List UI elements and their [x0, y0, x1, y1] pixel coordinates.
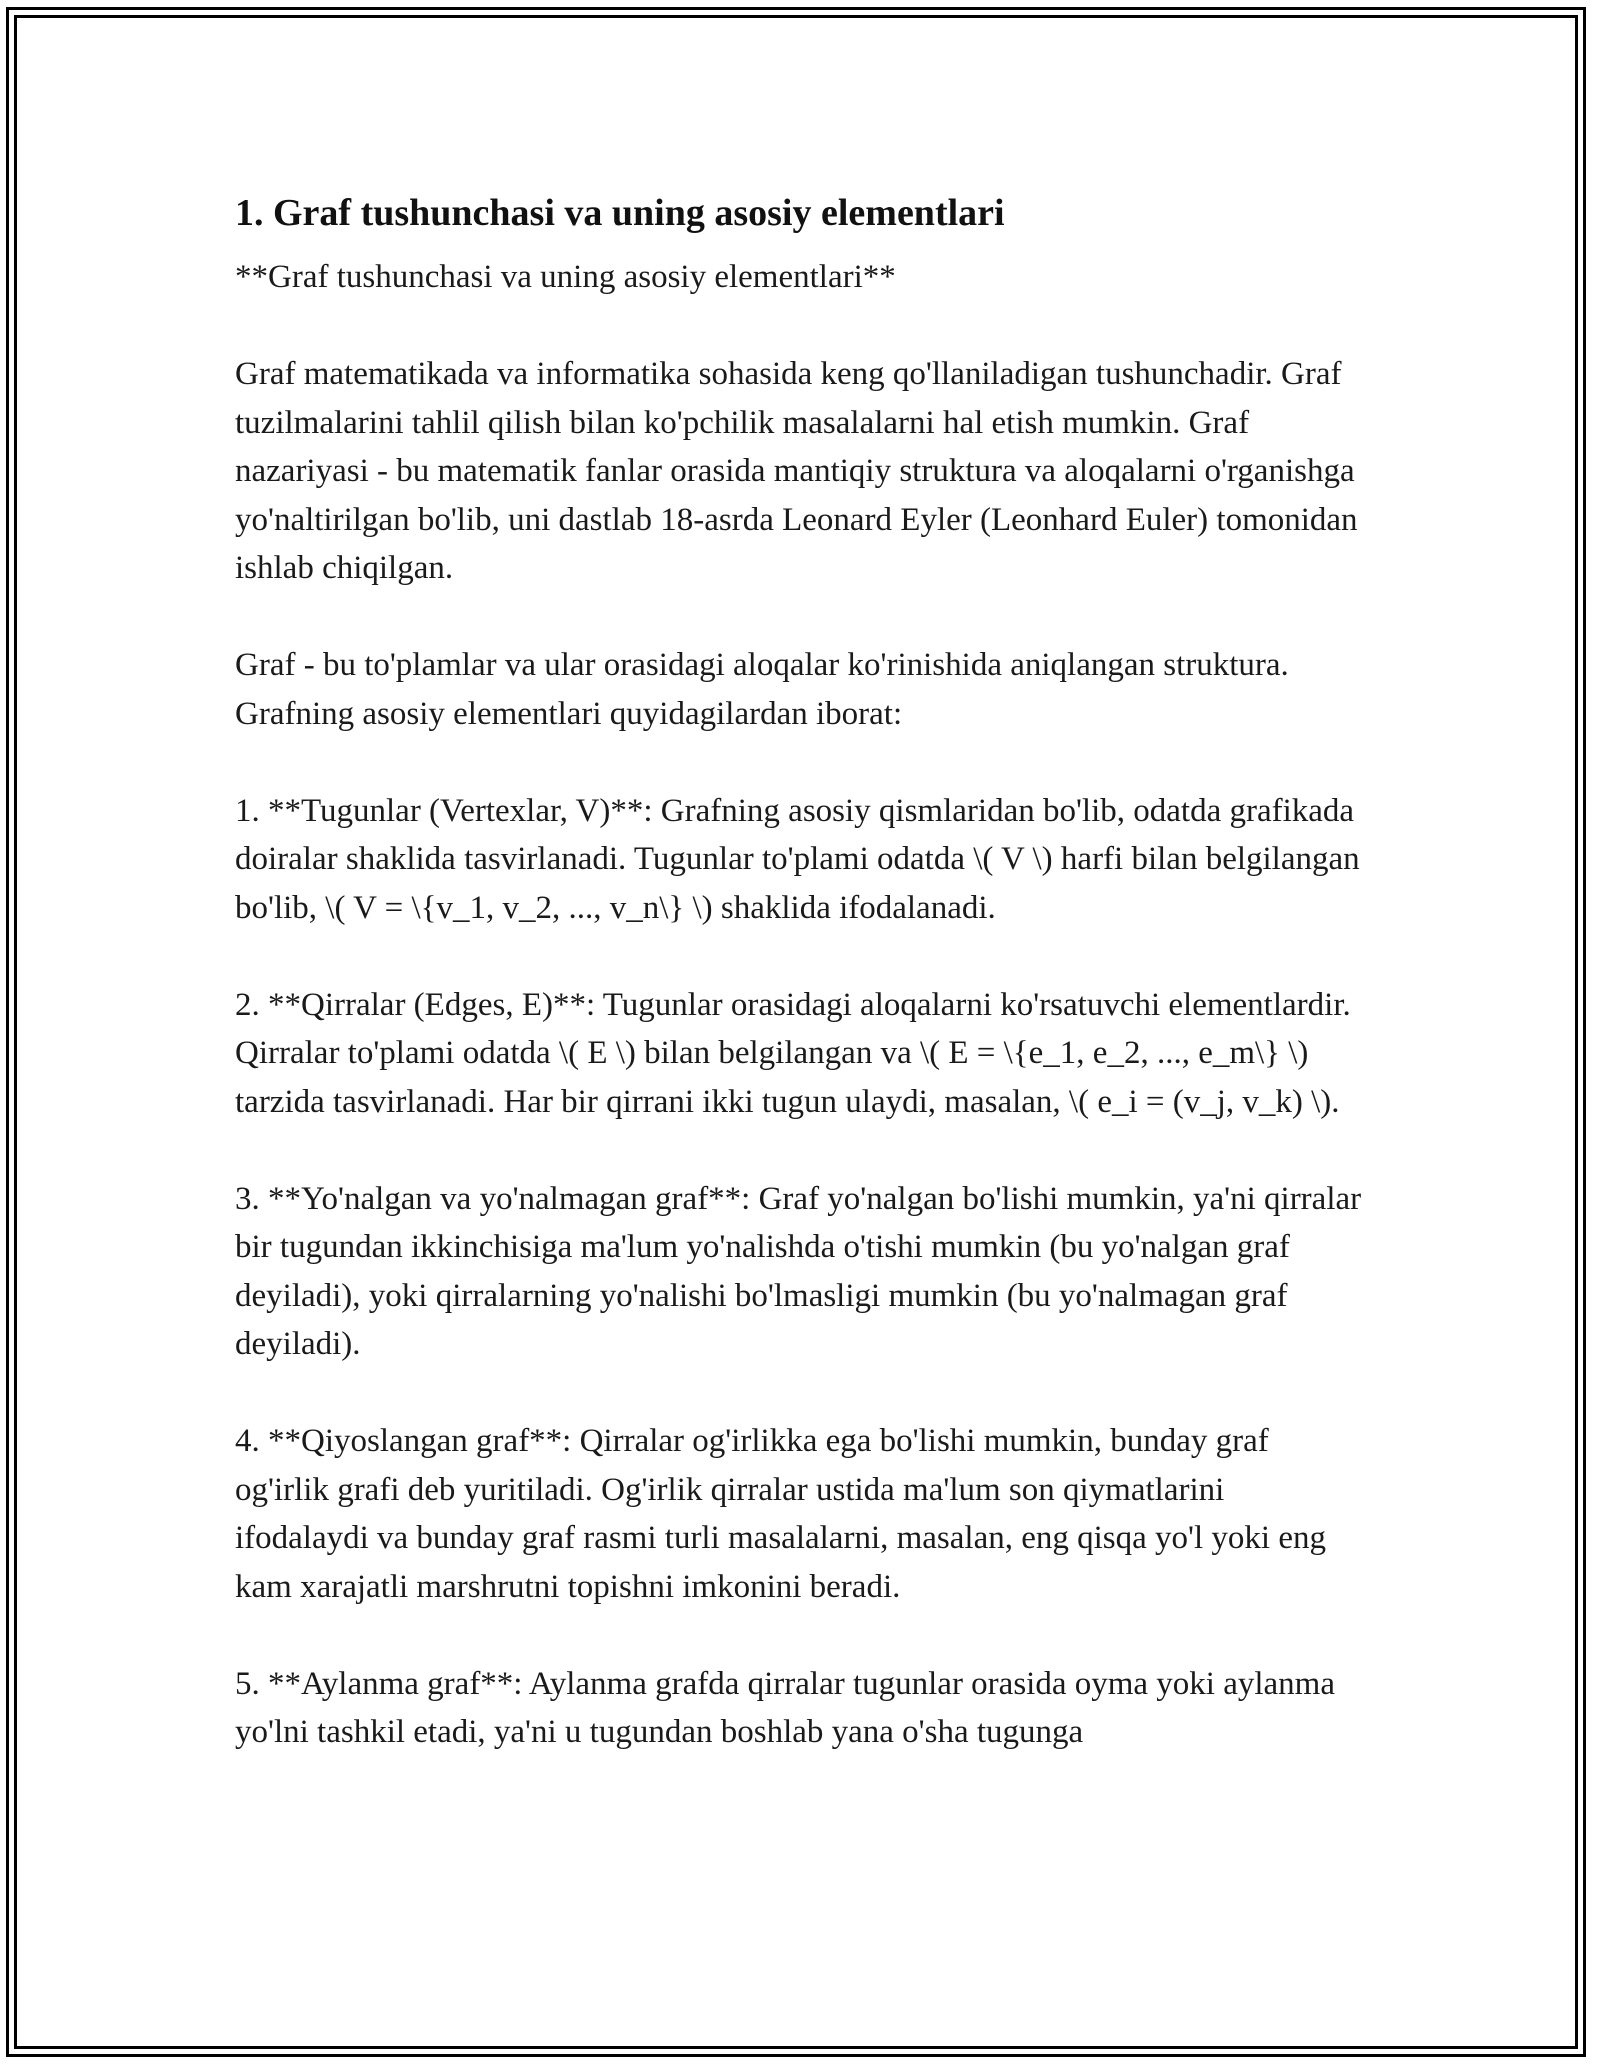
list-item-weighted-graph: 4. **Qiyoslangan graf**: Qirralar og'irlikka ega bo'lishi mumkin, bunday graf og'irlik grafi deb yuritiladi. Og'irlik qirralar ustida ma'lum son qiymatlarini ifodalaydi va bunday graf rasmi turli masalalarni, masalan, eng qisqa yo'l yoki eng kam xarajatli marshrutni topishni imkonini beradi.: [235, 1423, 1326, 1605]
paragraph-definition: Graf - bu to'plamlar va ular orasidagi aloqalar ko'rinishida aniqlangan struktura. Grafning asosiy elementlari quyidagilardan iborat:: [235, 647, 1289, 732]
list-item-cyclic-graph: 5. **Aylanma graf**: Aylanma grafda qirralar tugunlar orasida oyma yoki aylanma yo'lni tashkil etadi, ya'ni u tugundan boshlab yana o'sha tugunga: [235, 1665, 1335, 1750]
document-title: 1. Graf tushunchasi va uning asosiy elementlari: [235, 192, 1005, 234]
document-body: [235, 183, 1365, 1805]
list-item-directed-graph: 3. **Yo'nalgan va yo'nalmagan graf**: Graf yo'nalgan bo'lishi mumkin, ya'ni qirralar bir tugundan ikkinchisiga ma'lum yo'nalishda o'tishi mumkin (bu yo'nalgan graf deyiladi), yoki qirralarning yo'nalishi bo'lmasligi mumkin (bu yo'nalmagan graf deyiladi).: [235, 1180, 1362, 1362]
paragraph-subtitle: **Graf tushunchasi va uning asosiy elementlari**: [235, 259, 896, 295]
list-item-vertices: 1. **Tugunlar (Vertexlar, V)**: Grafning asosiy qismlaridan bo'lib, odatda grafikada doiralar shaklida tasvirlanadi. Tugunlar to'plami odatda \( V \) harfi bilan belgilangan bo'lib, \( V = \{v_1, v_2, ..., v_n\} \) shaklida ifodalanadi.: [235, 792, 1360, 926]
paragraph-intro: Graf matematikada va informatika sohasida keng qo'llaniladigan tushunchadir. Graf tuzilmalarini tahlil qilish bilan ko'pchilik masalalarni hal etish mumkin. Graf nazariyasi - bu matematik fanlar orasida mantiqiy struktura va aloqalarni o'rganishga yo'naltirilgan bo'lib, uni dastlab 18-asrda Leonard Eyler (Leonhard Euler) tomonidan ishlab chiqilgan.: [235, 356, 1358, 586]
list-item-edges: 2. **Qirralar (Edges, E)**: Tugunlar orasidagi aloqalarni ko'rsatuvchi elementlardir. Qirralar to'plami odatda \( E \) bilan belgilangan va \( E = \{e_1, e_2, ..., e_m\} \) tarzida tasvirlanadi. Har bir qirrani ikki tugun ulaydi, masalan, \( e_i = (v_j, v_k) \).: [235, 986, 1351, 1120]
